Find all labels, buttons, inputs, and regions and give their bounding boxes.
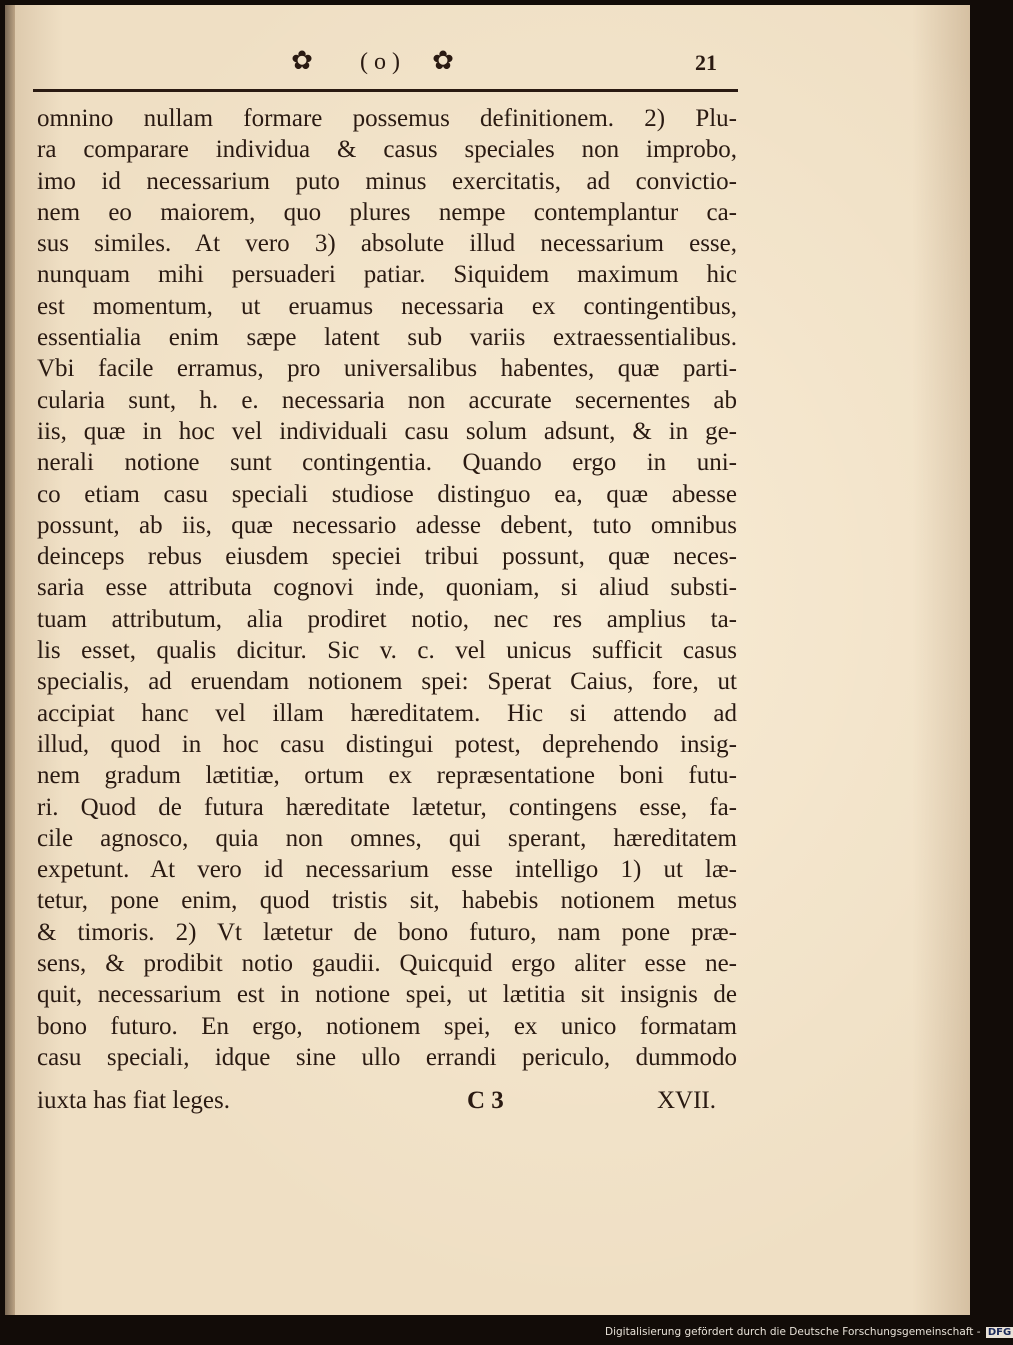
text-line: sus similes. At vero 3) absolute illud necessarium esse,: [37, 230, 737, 258]
text-line: nem eo maiorem, quo plures nempe contemplantur ca-: [37, 198, 737, 226]
text-line: specialis, ad eruendam notionem spei: Sperat Caius, fore, ut: [37, 668, 737, 696]
digitization-credit: [605, 1326, 1012, 1342]
page-spine-shadow: [5, 5, 15, 1315]
text-line: Vbi facile erramus, pro universalibus habentes, quæ parti-: [37, 355, 737, 383]
text-line: lis esset, qualis dicitur. Sic v. c. vel unicus sufficit casus: [37, 637, 737, 665]
ornament-right-icon: ✿: [432, 46, 454, 76]
text-line: possunt, ab iis, quæ necessario adesse debent, tuto omnibus: [37, 511, 737, 539]
dfg-logo-icon: DFG: [987, 1327, 1012, 1338]
text-line: casu speciali, idque sine ullo errandi periculo, dummodo: [37, 1043, 737, 1071]
page-number: 21: [695, 50, 717, 75]
text-line: sens, & prodibit notio gaudii. Quicquid ergo aliter esse ne-: [37, 950, 737, 978]
page-footer: [37, 1087, 737, 1119]
text-line: bono futuro. En ergo, notionem spei, ex unico formatam: [37, 1012, 737, 1040]
text-line: iis, quæ in hoc vel individuali casu solum adsunt, & in ge-: [37, 417, 737, 445]
body-text: [37, 103, 737, 1073]
book-page: [5, 5, 970, 1315]
text-line: cularia sunt, h. e. necessaria non accurate secernentes ab: [37, 386, 737, 414]
digitization-note: Digitalisierung gefördert durch die Deutsche Forschungsgemeinschaft -: [605, 1326, 981, 1338]
text-line: nerali notione sunt contingentia. Quando ergo in uni-: [37, 449, 737, 477]
text-line: co etiam casu speciali studiose distinguo ea, quæ abesse: [37, 480, 737, 508]
ornament-left-icon: ✿: [291, 46, 313, 76]
text-line: essentialia enim sæpe latent sub variis extraessentialibus.: [37, 324, 737, 352]
text-line: omnino nullam formare possemus definitionem. 2) Plu-: [37, 105, 737, 132]
text-line: ra comparare individua & casus speciales non improbo,: [37, 136, 737, 164]
text-line: nem gradum lætitiæ, ortum ex repræsentatione boni futu-: [37, 762, 737, 790]
text-line: quit, necessarium est in notione spei, ut lætitia sit insignis de: [37, 981, 737, 1009]
text-line: & timoris. 2) Vt lætetur de bono futuro, nam pone præ-: [37, 918, 737, 946]
header-rule: [33, 89, 738, 92]
catchword: XVII.: [657, 1087, 717, 1114]
text-line: expetunt. At vero id necessarium esse intelligo 1) ut læ-: [37, 856, 737, 884]
text-line: est momentum, ut eruamus necessaria ex contingentibus,: [37, 292, 737, 320]
text-line: saria esse attributa cognovi inde, quoniam, si aliud substi-: [37, 574, 737, 602]
text-line: nunquam mihi persuaderi patiar. Siquidem maximum hic: [37, 261, 737, 289]
header-signature: ( o ): [360, 49, 400, 75]
text-line: illud, quod in hoc casu distingui potest, deprehendo insig-: [37, 730, 737, 758]
text-line: ri. Quod de futura hæreditate lætetur, contingens esse, fa-: [37, 793, 737, 821]
text-line: deinceps rebus eiusdem speciei tribui possunt, quæ neces-: [37, 543, 737, 571]
text-line: tetur, pone enim, quod tristis sit, habebis notionem metus: [37, 887, 737, 915]
text-line: tuam attributum, alia prodiret notio, nec res amplius ta-: [37, 605, 737, 633]
page-header: [5, 47, 970, 87]
text-line: imo id necessarium puto minus exercitatis, ad convictio-: [37, 167, 737, 195]
last-text-line: iuxta has fiat leges.: [37, 1087, 230, 1114]
text-line: cile agnosco, quia non omnes, qui sperant, hæreditatem: [37, 824, 737, 852]
text-line: accipiat hanc vel illam hæreditatem. Hic si attendo ad: [37, 699, 737, 727]
signature-mark: C 3: [467, 1087, 504, 1114]
